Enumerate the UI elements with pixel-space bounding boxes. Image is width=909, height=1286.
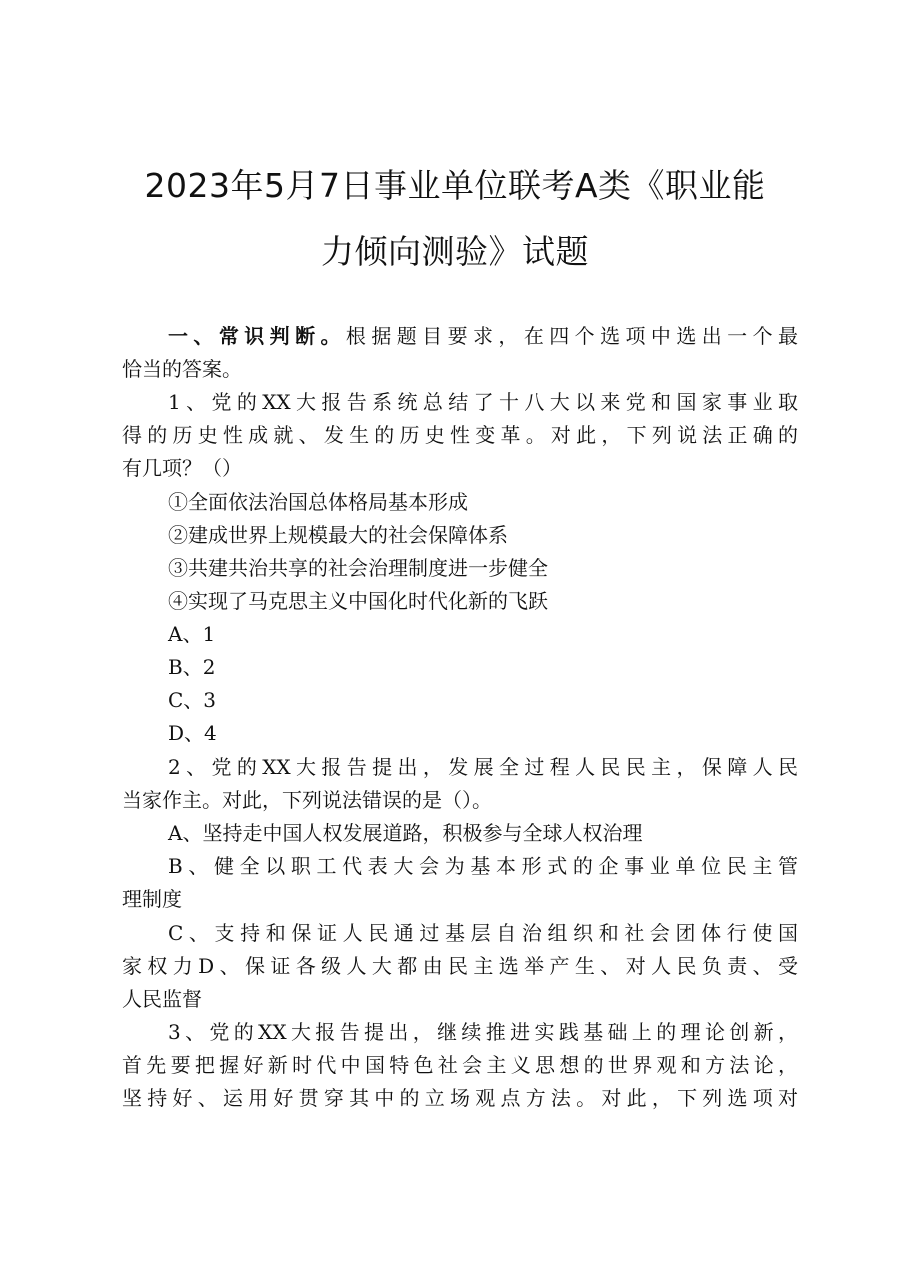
q2-stem-line-2: 当家作主。对此，下列说法错误的是（）。 <box>122 788 492 812</box>
q1-option-d: D、4 <box>168 721 217 745</box>
q1-option-c: C、3 <box>168 688 217 712</box>
section-intro-text: 根据题目要求，在四个选项中选出一个最 <box>345 324 799 348</box>
document-title-line-1: 2023年5月7日事业单位联考A类《职业能 <box>144 166 766 205</box>
q3-stem-line-2: 首先要把握好新时代中国特色社会主义思想的世界观和方法论， <box>122 1053 798 1077</box>
q2-option-a: A、坚持走中国人权发展道路，积极参与全球人权治理 <box>168 821 643 845</box>
q1-statement-2: ②建成世界上规模最大的社会保障体系 <box>168 523 508 547</box>
q2-stem-line-1: 2、党的XX大报告提出，发展全过程人民民主，保障人民 <box>168 755 798 779</box>
q1-stem-line-2: 得的历史性成就、发生的历史性变革。对此，下列说法正确的 <box>122 423 798 447</box>
q2-option-b-line-2: 理制度 <box>122 887 182 911</box>
section-heading: 一、常识判断。 <box>168 324 346 348</box>
section-intro-line-2: 恰当的答案。 <box>122 357 242 381</box>
q1-stem-line-1: 1、党的XX大报告系统总结了十八大以来党和国家事业取 <box>168 390 798 414</box>
q2-option-c-line-3: 人民监督 <box>122 987 202 1011</box>
q3-stem-line-1: 3、党的XX大报告提出，继续推进实践基础上的理论创新， <box>168 1020 798 1044</box>
q1-statement-3: ③共建共治共享的社会治理制度进一步健全 <box>168 556 548 580</box>
q2-option-c-line-1: C、支持和保证人民通过基层自治组织和社会团体行使国 <box>168 921 798 945</box>
q1-statement-1: ①全面依法治国总体格局基本形成 <box>168 490 468 514</box>
q1-stem-line-3: 有几项？（） <box>122 456 242 480</box>
q2-option-c-line-2: 家权力D、保证各级人大都由民主选举产生、对人民负责、受 <box>122 954 798 978</box>
q1-option-a: A、1 <box>168 622 216 646</box>
q1-statement-4: ④实现了马克思主义中国化时代化新的飞跃 <box>168 589 548 613</box>
document-title-line-2: 力倾向测验》试题 <box>321 232 589 271</box>
q2-option-b-line-1: B、健全以职工代表大会为基本形式的企事业单位民主管 <box>168 854 798 878</box>
section-intro-line-1 <box>168 320 798 353</box>
q1-option-b: B、2 <box>168 655 216 679</box>
q3-stem-line-3: 坚持好、运用好贯穿其中的立场观点方法。对此，下列选项对 <box>122 1086 798 1110</box>
